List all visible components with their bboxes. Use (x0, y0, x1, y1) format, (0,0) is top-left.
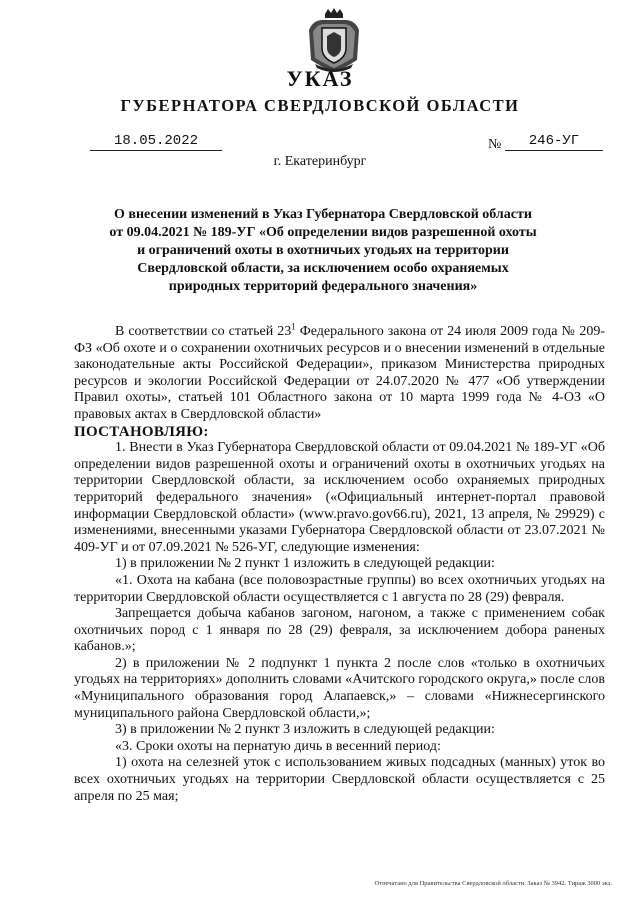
heading-line: от 09.04.2021 № 189-УГ «Об определении видов разрешенной охоты (109, 225, 537, 240)
heading-line: Свердловской области, за исключением особо охраняемых (137, 261, 509, 276)
paragraph: «3. Сроки охоты на пернатую дичь в весенний период: (115, 738, 441, 754)
city-name: г. Екатеринбург (273, 154, 367, 169)
coat-of-arms-icon (305, 8, 363, 74)
paragraph: «1. Охота на кабана (все половозрастные группы) во всех охотничьих угодьях на территории Свердловской области осуществляется с 1 августа по 28 (29) февраля. (74, 572, 605, 605)
document-subtitle: ГУБЕРНАТОРА СВЕРДЛОВСКОЙ ОБЛАСТИ (120, 96, 520, 115)
preamble-paragraph (74, 321, 605, 424)
print-footer: Отпечатано для Правительства Свердловской области. Заказ № 3942. Тираж 3000 экз. (374, 880, 612, 887)
decree-heading (96, 206, 550, 296)
paragraph: 3) в приложении № 2 пункт 3 изложить в следующей редакции: (115, 722, 495, 738)
number-label: № (488, 137, 502, 152)
preamble-text: В соответствии со статьей 23 (115, 324, 292, 339)
decree-word: ПОСТАНОВЛЯЮ: (74, 423, 209, 440)
paragraph: 1. Внести в Указ Губернатора Свердловской области от 09.04.2021 № 189-УГ «Об определении видов разрешенной охоты и ограничений охоты в охотничьих угодьях на территории Свердловской области, за исключением особо охраняемых природных территорий федерального значения» («Официальный интернет-портал правовой информации Свердловской области» (www.pravo.gov66.ru), 2021, 13 апреля, № 29929) с изменениями, внесенными указами Губернатора Свердловской области от 23.07.2021 № 409-УГ и от 07.09.2021 № 526-УГ, следующие изменения: (74, 440, 605, 555)
heading-line: природных территорий федерального значения» (168, 279, 478, 294)
paragraph: 2) в приложении № 2 подпункт 1 пункта 2 после слов «только в охотничьих угодьях на территориях» дополнить словами «Ачитского городского округа,» после слов «Муниципального образования город Алапаевск,» – словами «Нижнесергинского муниципального района Свердловской области,»; (74, 655, 605, 721)
heading-line: и ограничений охоты в охотничьих угодьях на территории (137, 243, 509, 258)
decree-date: 18.05.2022 (90, 133, 222, 151)
document-title: УКАЗ (286, 66, 354, 91)
decree-number: 246-УГ (505, 133, 603, 151)
heading-line: О внесении изменений в Указ Губернатора Свердловской области (114, 207, 532, 222)
preamble-text-continued: Федерального закона от 24 июля 2009 года № 209-ФЗ «Об охоте и о сохранении охотничьих ресурсов и о внесении изменений в отдельные законодательные акты Российской Федерации», приказом Министерства природных ресурсов и экологии Российской Федерации от 24.07.2020 № 477 «Об утверждении Правил охоты», статьей 101 Областного закона от 10 марта 1999 года № 4-ОЗ «О правовых актах в Свердловской области» (74, 324, 605, 422)
paragraph: Запрещается добыча кабанов загоном, нагоном, а также с применением собак охотничьих пород с 1 января по 28 (29) февраля, за исключением добора раненых кабанов.»; (74, 606, 605, 655)
article-superscript: 1 (291, 321, 296, 332)
paragraph: 1) в приложении № 2 пункт 1 изложить в следующей редакции: (115, 556, 495, 572)
paragraph: 1) охота на селезней уток с использованием живых подсадных (манных) уток во всех охотничьих угодьях на территории Свердловской области осуществляется с 25 апреля по 25 мая; (74, 755, 605, 804)
decree-body (74, 321, 605, 805)
